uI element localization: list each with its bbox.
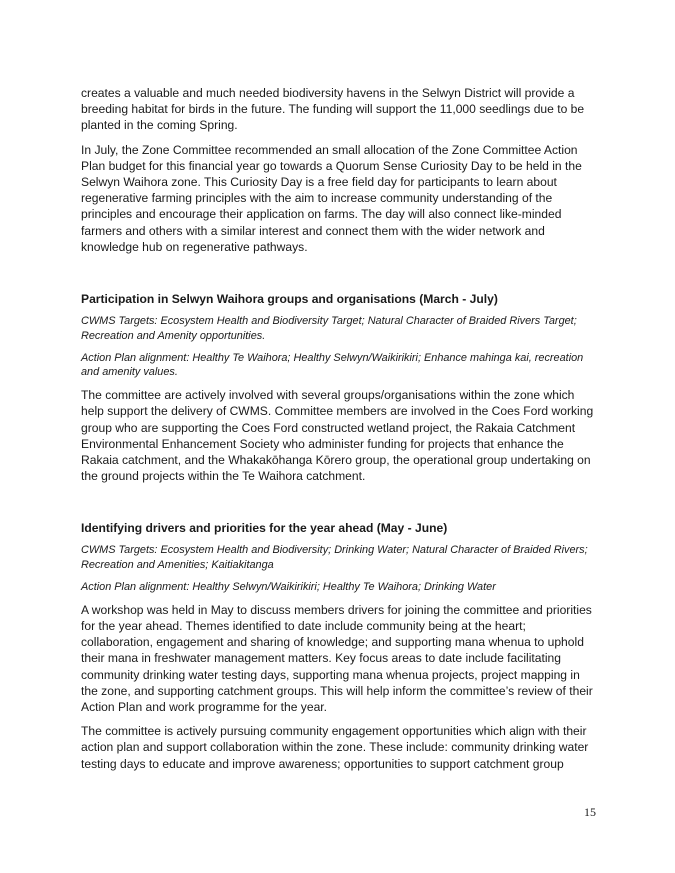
section-spacer — [81, 492, 599, 520]
document-page — [81, 85, 599, 780]
section-1-action-plan: Action Plan alignment: Healthy Te Waihora; Healthy Selwyn/Waikirikiri; Enhance mahinga kai, recreation and amenity values. — [81, 351, 584, 379]
section-2-cwms-targets: CWMS Targets: Ecosystem Health and Biodiversity; Drinking Water; Natural Character of Braided Rivers; Recreation and Amenities; Kaitiakitanga — [81, 544, 588, 572]
section-2-body-2: The committee is actively pursuing community engagement opportunities which align with their action plan and support collaboration within the zone. These include: community drinking water testing days to educate and improve awareness; opportunities to support catchment group — [81, 724, 589, 771]
page-number: 15 — [584, 805, 596, 819]
section-1-heading: Participation in Selwyn Waihora groups and organisations (March - July) — [81, 292, 498, 307]
section-2-body-1: A workshop was held in May to discuss members drivers for joining the committee and priorities for the year ahead. Themes identified to date include community being at the heart; collaboration, engagement and sharing of knowledge; and supporting mana whenua to uphold their mana in freshwater management matters. Key focus areas to date include facilitating community drinking water testing days, supporting mana whenua projects, project mapping in the zone, and supporting catchment groups. This will help inform the committee’s review of their Action Plan and work programme for the year. — [81, 602, 593, 715]
intro-paragraph-2: In July, the Zone Committee recommended an small allocation of the Zone Committee Action Plan budget for this financial year go towards a Quorum Sense Curiosity Day to be held in the Selwyn Waihora zone. This Curiosity Day is a free field day for participants to learn about regenerative farming principles with the aim to increase community understanding of the principles and encourage their application on farms. The day will also connect like-minded farmers and others with a similar interest and connect them with the wider network and knowledge hub on regenerative pathways. — [81, 142, 582, 254]
section-2-heading: Identifying drivers and priorities for the year ahead (May - June) — [81, 521, 448, 536]
section-1-heading-wrap — [81, 291, 599, 307]
section-1-body: The committee are actively involved with several groups/organisations within the zone which help support the delivery of CWMS. Committee members are involved in the Coes Ford working group who are supporting the Coes Ford constructed wetland project, the Rakaia Catchment Environmental Enhancement Society who administer funding for projects that enhance the Rakaia catchment, and the Whakakōhanga Kōrero group, the operational group undertaking on the ground projects within the Te Waihora catchment. — [81, 388, 594, 484]
intro-paragraph-1: creates a valuable and much needed biodiversity havens in the Selwyn District will provide a breeding habitat for birds in the future. The funding will support the 11,000 seedlings due to be planted in the coming Spring. — [81, 86, 585, 133]
section-spacer — [81, 263, 599, 291]
section-2-heading-wrap — [81, 520, 599, 536]
section-2-action-plan: Action Plan alignment: Healthy Selwyn/Waikirikiri; Healthy Te Waihora; Drinking Water — [81, 581, 496, 594]
section-1-cwms-targets: CWMS Targets: Ecosystem Health and Biodiversity Target; Natural Character of Braided Rivers Target; Recreation and Amenity opportunities. — [81, 315, 577, 342]
